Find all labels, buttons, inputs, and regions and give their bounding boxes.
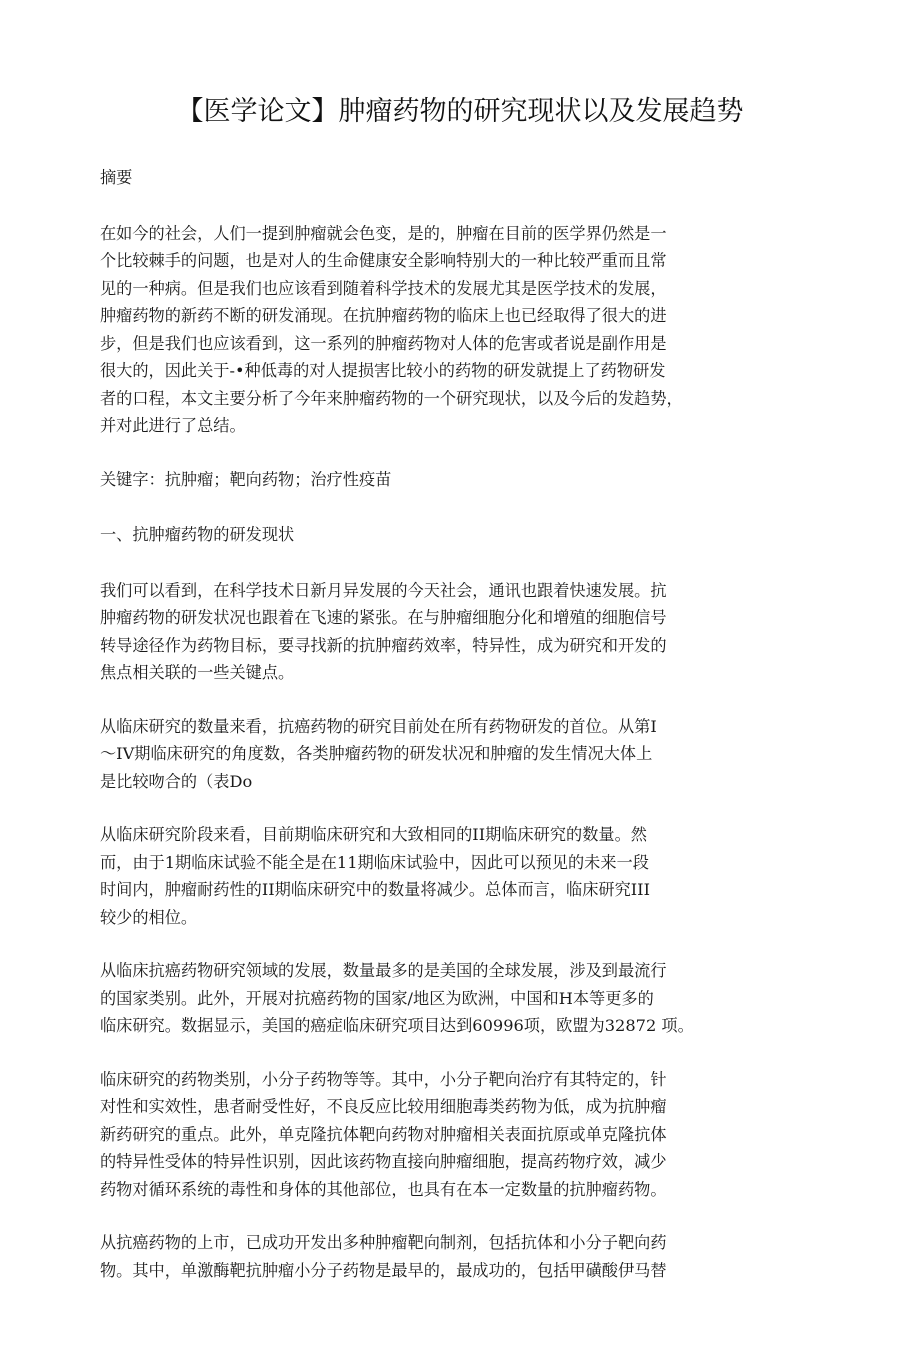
paragraph-line: 物。其中，单激酶靶抗肿瘤小分子药物是最早的，最成功的，包括甲磺酸伊马替 <box>100 1260 667 1280</box>
paragraph-line: 临床研究。数据显示，美国的癌症临床研究项目达到60996项，欧盟为32872 项。 <box>100 1016 694 1035</box>
paragraph-line: 时间内，肿瘤耐药性的II期临床研究中的数量将减少。总体而言，临床研究III <box>100 880 650 899</box>
abstract-line: 肿瘤药物的新药不断的研发涌现。在抗肿瘤药物的临床上也已经取得了很大的进 <box>100 306 667 325</box>
keywords <box>100 466 800 494</box>
paragraph-line: 我们可以看到，在科学技术日新月异发展的今天社会，通讯也跟着快速发展。抗 <box>100 580 667 600</box>
body-paragraph-5 <box>100 1066 800 1204</box>
abstract-paragraph <box>100 220 800 440</box>
section-heading <box>100 521 800 549</box>
body-paragraph-1 <box>100 577 800 687</box>
abstract-line: 步，但是我们也应该看到，这一系列的肿瘤药物对人体的危害或者说是副作用是 <box>100 333 667 353</box>
paragraph-line: 从临床研究阶段来看，目前期临床研究和大致相同的II期临床研究的数量。然 <box>100 825 647 844</box>
paragraph-line: 〜IV期临床研究的角度数，各类肿瘤药物的研发状况和肿瘤的发生情况大体上 <box>100 744 653 763</box>
paragraph-line: 的国家类别。此外，开展对抗癌药物的国家/地区为欧洲，中国和H本等更多的 <box>100 988 654 1008</box>
paragraph-line: 从临床研究的数量来看，抗癌药物的研究目前处在所有药物研发的首位。从第I <box>100 716 657 736</box>
keywords-text: 关键字：抗肿瘤；靶向药物；治疗性疫苗 <box>100 469 392 489</box>
abstract-line: 并对此进行了总结。 <box>100 416 246 435</box>
abstract-line: 者的口程，本文主要分析了今年来肿瘤药物的一个研究现状，以及今后的发趋势， <box>100 388 683 408</box>
paragraph-line: 的特异性受体的特异性识别，因此该药物直接向肿瘤细胞，提高药物疗效，减少 <box>100 1152 667 1171</box>
body-paragraph-4 <box>100 957 800 1040</box>
paragraph-line: 而，由于1期临床试验不能全是在11期临床试验中，因此可以预见的未来一段 <box>100 852 649 872</box>
abstract-line: 个比较棘手的问题，也是对人的生命健康安全影响特别大的一种比较严重而且常 <box>100 251 667 270</box>
document-title: 【医学论文】肿瘤药物的研究现状以及发展趋势 <box>176 96 744 127</box>
body-paragraph-3 <box>100 821 800 931</box>
paragraph-line: 药物对循环系统的毒性和身体的其他部位，也具有在本一定数量的抗肿瘤药物。 <box>100 1179 667 1199</box>
paragraph-line: 焦点相关联的一些关键点。 <box>100 663 295 682</box>
paragraph-line: 肿瘤药物的研发状况也跟着在飞速的紧张。在与肿瘤细胞分化和增殖的细胞信号 <box>100 608 667 627</box>
body-paragraph-2 <box>100 713 800 796</box>
paragraph-line: 是比较吻合的（表Do <box>100 771 253 791</box>
abstract-heading-text: 摘要 <box>100 168 133 187</box>
paragraph-line: 从抗癌药物的上市，已成功开发出多种肿瘤靶向制剂，包括抗体和小分子靶向药 <box>100 1233 667 1252</box>
paragraph-line: 转导途径作为药物目标，要寻找新的抗肿瘤药效率，特异性，成为研究和开发的 <box>100 635 667 655</box>
paragraph-line: 较少的相位。 <box>100 907 198 927</box>
section-heading-text: 一、抗肿瘤药物的研发现状 <box>100 525 295 544</box>
abstract-line: 很大的，因此关于-•种低毒的对人提损害比较小的药物的研发就提上了药物研发 <box>100 361 666 380</box>
abstract-line: 在如今的社会，人们一提到肿瘤就会色变，是的，肿瘤在目前的医学界仍然是一 <box>100 223 667 243</box>
document-body <box>100 164 800 1310</box>
abstract-heading <box>100 164 800 192</box>
body-paragraph-6 <box>100 1229 800 1284</box>
paragraph-line: 新药研究的重点。此外，单克隆抗体靶向药物对肿瘤相关表面抗原或单克隆抗体 <box>100 1124 667 1144</box>
paragraph-line: 临床研究的药物类别，小分子药物等等。其中，小分子靶向治疗有其特定的，针 <box>100 1069 667 1089</box>
paragraph-line: 对性和实效性，患者耐受性好，不良反应比较用细胞毒类药物为低，成为抗肿瘤 <box>100 1097 667 1116</box>
paragraph-line: 从临床抗癌药物研究领域的发展，数量最多的是美国的全球发展，涉及到最流行 <box>100 961 667 980</box>
abstract-line: 见的一种病。但是我们也应该看到随着科学技术的发展尤其是医学技术的发展， <box>100 278 667 298</box>
